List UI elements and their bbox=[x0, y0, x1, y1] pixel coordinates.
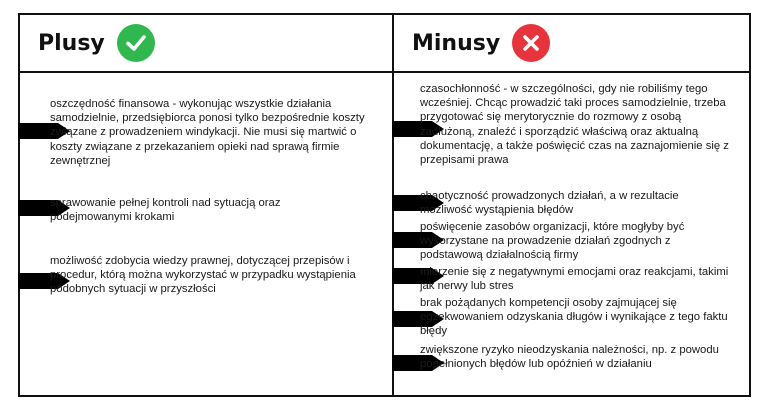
cons-title: Minusy bbox=[412, 30, 501, 56]
check-icon bbox=[117, 24, 155, 62]
pro-item-1: oszczędność finansowa - wykonując wszystkie działania samodzielnie, przedsiębiorca ponosi tylko bezpośrednie koszty związane z prowadzeniem windykacji. Nie musi się martwić o koszty związane z przekazaniem opieki nad sprawą firmie zewnętrznej bbox=[50, 98, 365, 167]
header-divider bbox=[20, 71, 749, 73]
cons-header bbox=[412, 15, 550, 71]
pro-item-2: sprawowanie pełnej kontroli nad sytuacją oraz podejmowanymi krokami bbox=[50, 197, 281, 224]
pros-title: Plusy bbox=[38, 30, 105, 56]
x-icon bbox=[512, 24, 550, 62]
con-item-2: chaotyczność prowadzonych działań, a w rezultacie możliwość wystąpienia błędów bbox=[420, 190, 679, 217]
pros-header bbox=[38, 15, 155, 71]
con-item-5: brak pożądanych kompetencji osoby zajmującej się egzekwowaniem odzyskania długów i wynikające z tego faktu błędy bbox=[420, 297, 728, 338]
pro-item-3: możliwość zdobycia wiedzy prawnej, dotyczącej przepisów i procedur, którą można wykorzystać w przypadku wystąpienia podobnych sytuacji w przyszłości bbox=[50, 255, 356, 296]
con-item-1: czasochłonność - w szczególności, gdy nie robiliśmy tego wcześniej. Chcąc prowadzić taki proces samodzielnie, trzeba przygotować się merytorycznie do rozmowy z osobą zadłużoną, znaleźć i sporządzić właściwą oraz aktualną dokumentację, a także poświęcić czas na zaznajomienie się z przepisami prawa bbox=[420, 83, 729, 167]
con-item-3: poświęcenie zasobów organizacji, które mogłyby być wykorzystane na prowadzenie działań zgodnych z podstawową działalnością firmy bbox=[420, 221, 685, 262]
con-item-4: mierzenie się z negatywnymi emocjami oraz reakcjami, takimi jak nerwy lub stres bbox=[420, 266, 729, 293]
con-item-6: zwiększone ryzyko nieodzyskania należności, np. z powodu popełnionych błędów lub opóźnień w działaniu bbox=[420, 344, 719, 371]
